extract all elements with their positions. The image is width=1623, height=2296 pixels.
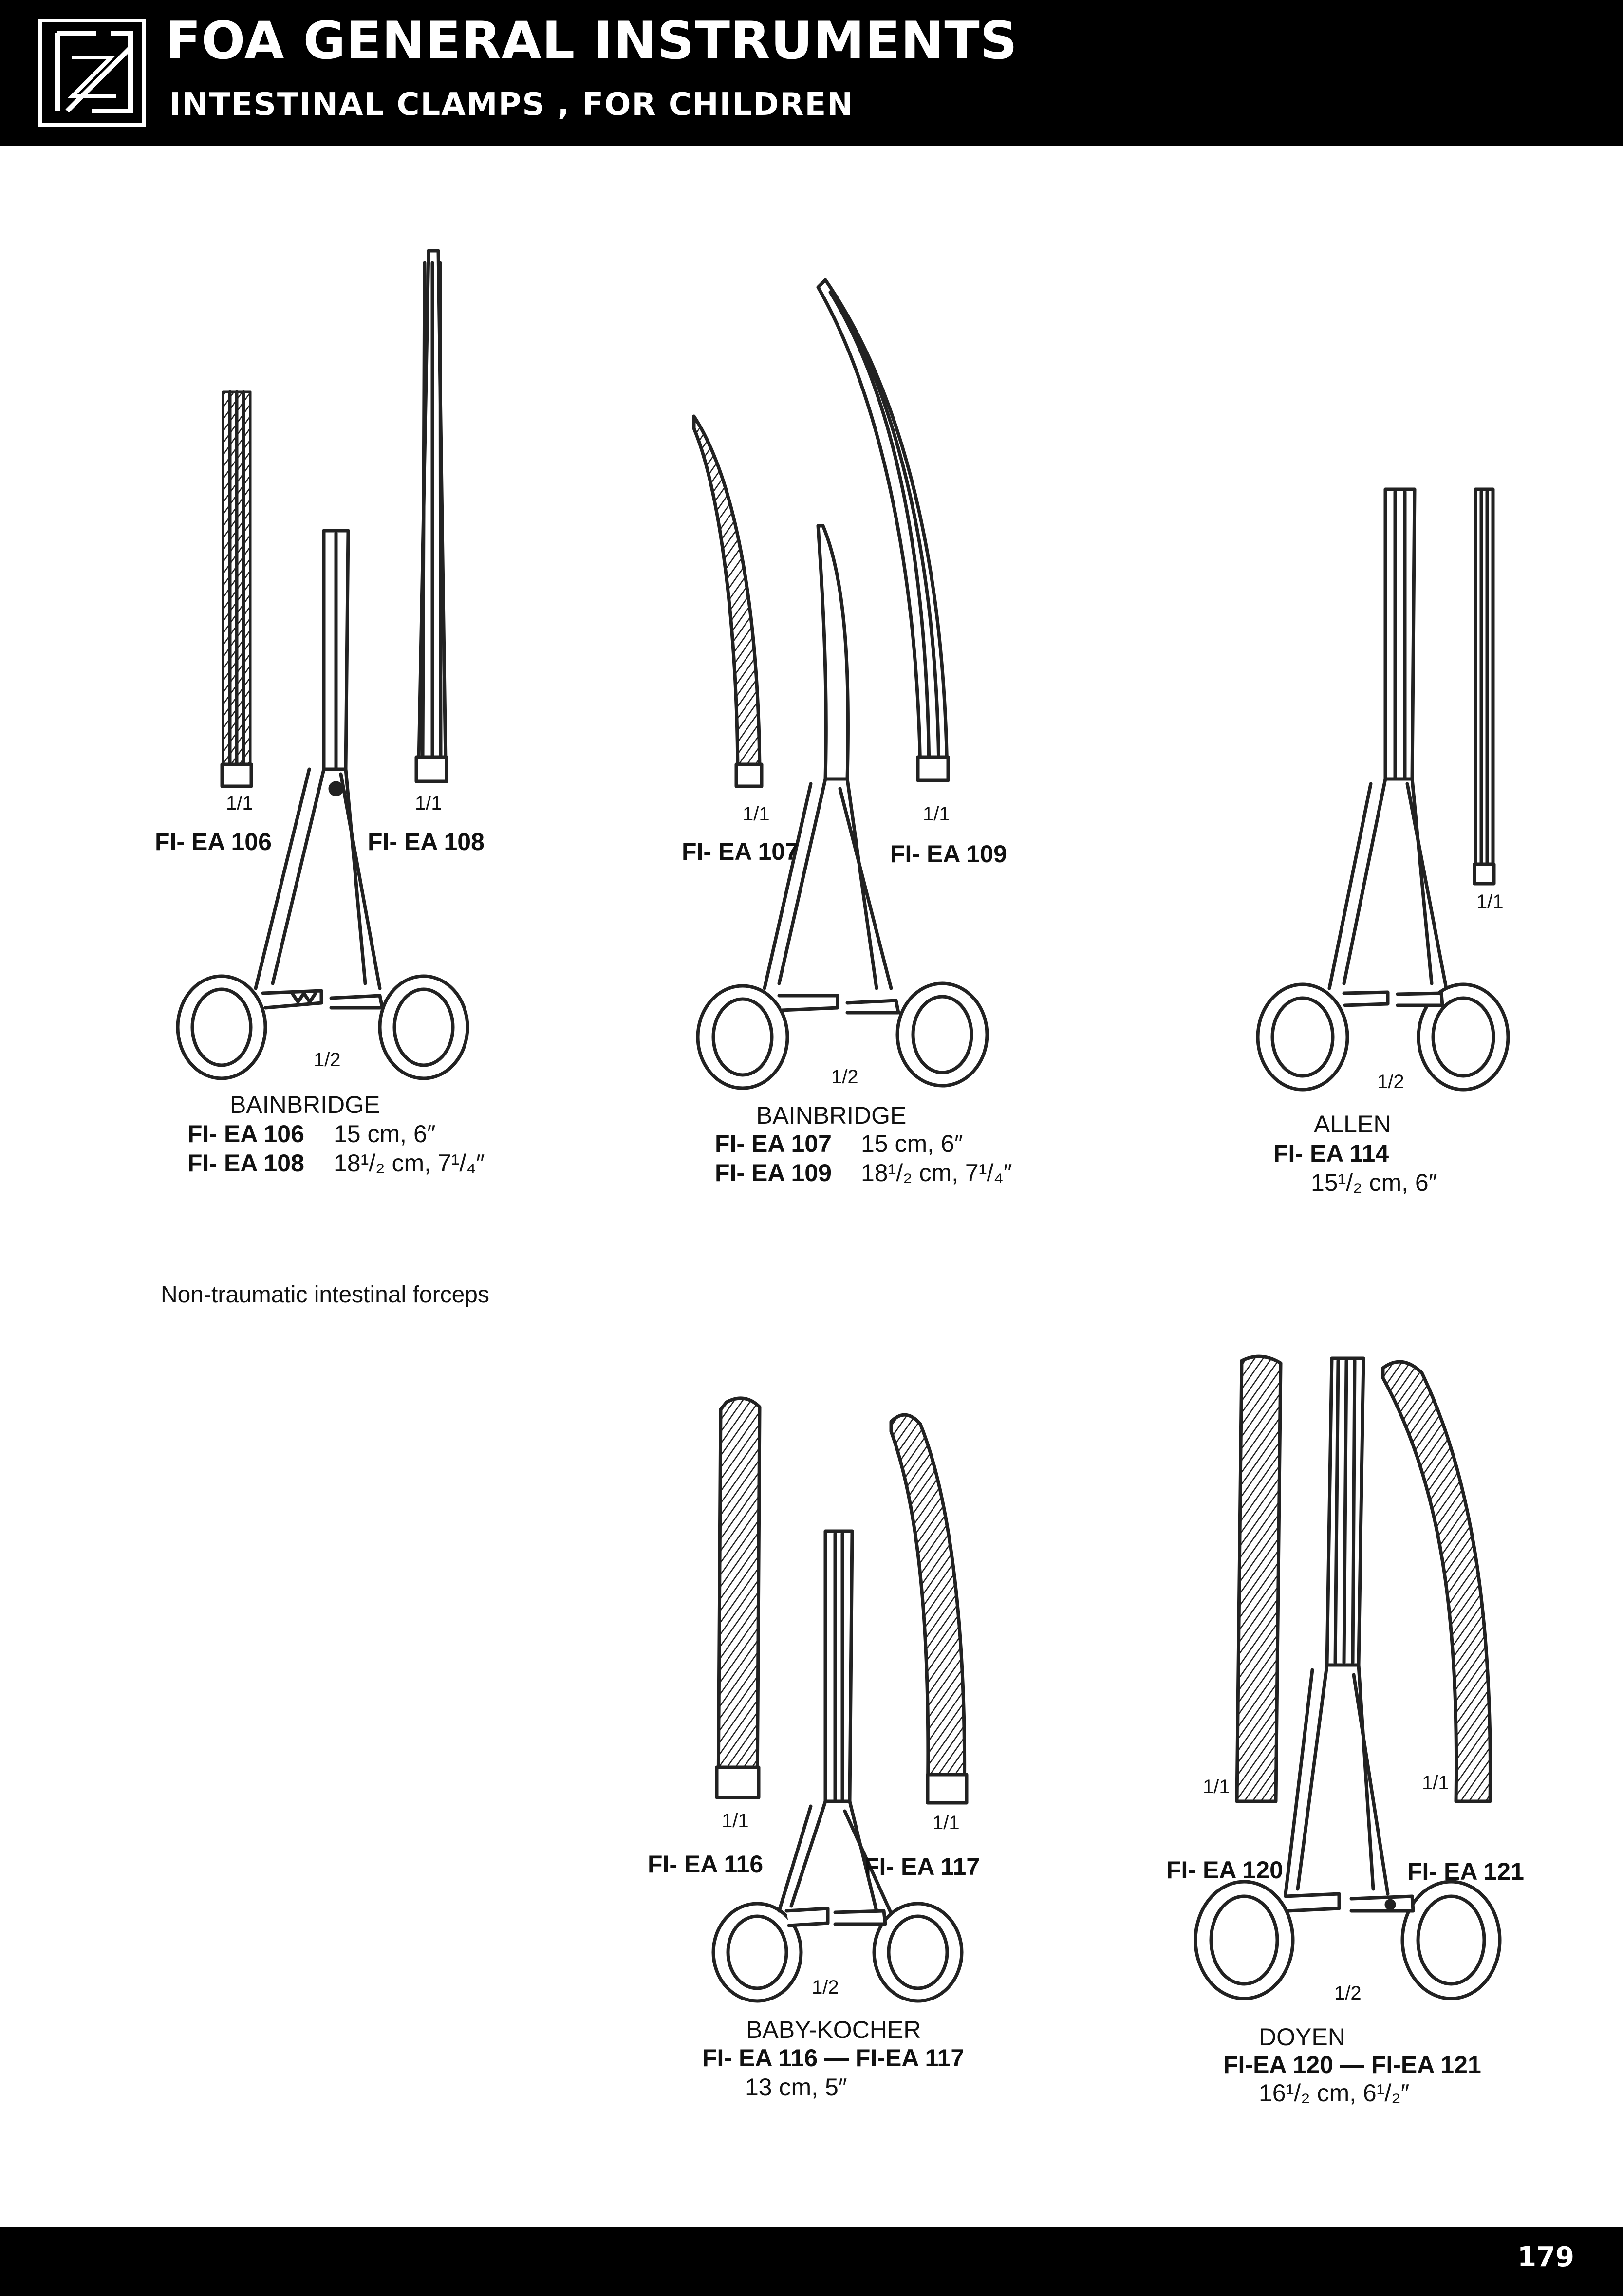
item-code: FI- EA 108	[368, 828, 485, 855]
spec-row: FI- EA 108 18¹/₂ cm, 7¹/₄″	[187, 1149, 485, 1177]
instrument-name: BABY-KOCHER	[746, 2016, 921, 2043]
instrument-name: BAINBRIDGE	[230, 1091, 380, 1118]
scale-label: 1/2	[812, 1977, 839, 1998]
scale-label: 1/1	[415, 793, 442, 814]
scale-label: 1/2	[1377, 1071, 1404, 1092]
tip-drawing-ea121	[1383, 1362, 1490, 1801]
scale-label: 1/1	[933, 1812, 960, 1833]
forceps-allen	[1258, 489, 1508, 1090]
item-code: FI- EA 107	[682, 838, 799, 865]
footer-bar	[0, 2227, 1623, 2296]
item-code: FI- EA 120	[1166, 1856, 1283, 1884]
item-code: FI- EA 114	[1273, 1140, 1389, 1167]
scale-label: 1/1	[743, 803, 770, 825]
item-code: FI- EA 106	[155, 828, 272, 855]
tip-drawing-ea117	[891, 1415, 967, 1803]
item-code: FI- EA 121	[1407, 1858, 1524, 1885]
scale-label: 1/1	[1203, 1776, 1230, 1797]
instrument-name: BAINBRIDGE	[756, 1102, 907, 1129]
brand-title: FOA GENERAL INSTRUMENTS	[166, 11, 1018, 71]
item-code: FI- EA 116	[648, 1851, 764, 1878]
tip-drawing-ea120	[1237, 1356, 1281, 1801]
item-code: FI- EA 109	[890, 840, 1007, 868]
tip-drawing-ea114	[1474, 489, 1494, 884]
scale-label: 1/1	[226, 793, 253, 814]
scale-label: 1/1	[1422, 1772, 1449, 1794]
instrument-name: ALLEN	[1314, 1111, 1391, 1138]
item-size: 13 cm, 5″	[745, 2074, 847, 2101]
scale-label: 1/1	[923, 803, 950, 825]
tip-drawing-ea108	[416, 251, 447, 781]
instrument-name: DOYEN	[1259, 2023, 1345, 2051]
item-codes: FI- EA 116 — FI-EA 117	[702, 2044, 965, 2072]
scale-label: 1/1	[722, 1810, 749, 1832]
item-codes: FI-EA 120 — FI-EA 121	[1223, 2051, 1481, 2078]
scale-label: 1/2	[314, 1049, 341, 1071]
item-size: 15¹/₂ cm, 6″	[1311, 1169, 1437, 1196]
page-number: 179	[1517, 2241, 1574, 2273]
scale-label: 1/2	[831, 1066, 858, 1088]
tip-drawing-ea107	[694, 416, 762, 786]
tip-drawing-ea106	[222, 392, 251, 786]
section-note: Non-traumatic intestinal forceps	[161, 1282, 489, 1308]
spec-row: FI- EA 109 18¹/₂ cm, 7¹/₄″	[715, 1159, 1012, 1186]
page-subtitle: INTESTINAL CLAMPS , FOR CHILDREN	[169, 87, 854, 123]
spec-row: FI- EA 107 15 cm, 6″	[715, 1130, 963, 1157]
item-size: 16¹/₂ cm, 6¹/₂″	[1259, 2079, 1410, 2107]
scale-label: 1/2	[1334, 1982, 1362, 2004]
tip-drawing-ea116	[717, 1398, 760, 1797]
scale-label: 1/1	[1476, 891, 1504, 912]
spec-row: FI- EA 106 15 cm, 6″	[187, 1120, 436, 1148]
item-code: FI- EA 117	[864, 1853, 980, 1880]
